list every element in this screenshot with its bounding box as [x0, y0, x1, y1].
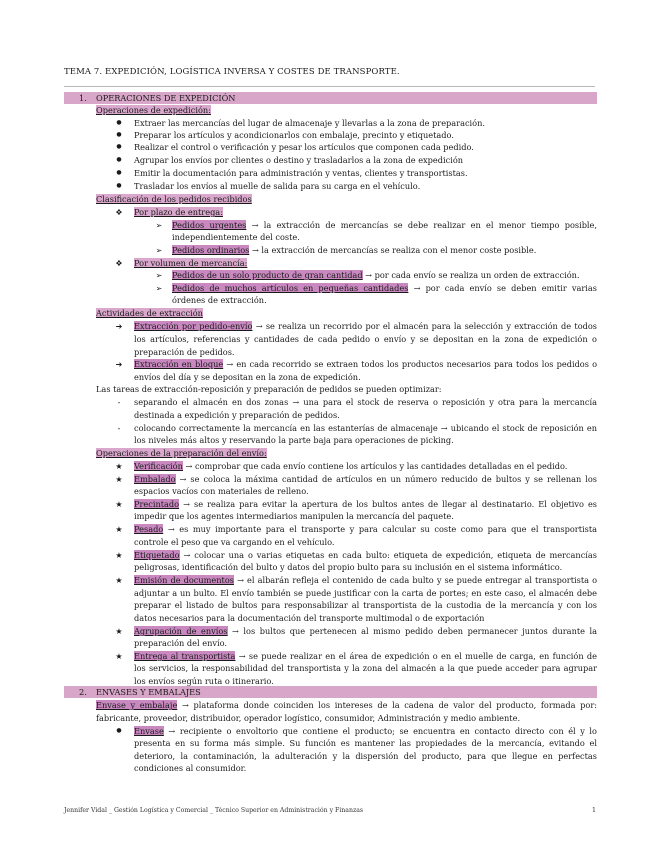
- star-icon: ★: [115, 499, 123, 509]
- title-divider: [64, 86, 595, 87]
- envase-embalaje-l2: fabricante, proveedor, distribuidor, operador logístico, consumidor, Administración y medio ambiente.: [96, 713, 521, 723]
- star-icon: ★: [115, 474, 123, 484]
- list-item: Trasladar los envíos al muelle de salida para su carga en el vehículo.: [134, 181, 421, 191]
- embalado: Embalado → se coloca la máxima cantidad de artículos en un número reducido de bultos y se rellenan los: [134, 474, 597, 484]
- star-icon: ★: [115, 575, 123, 585]
- agrupacion-envios: Agrupación de envíos → los bultos que pertenecen al mismo pedido deben permanecer juntos durante la: [134, 626, 598, 636]
- envase-l4: condiciones al consumidor.: [134, 763, 247, 773]
- bullet-icon: ●: [116, 143, 122, 150]
- prep-heading: Operaciones de la preparación del envío:: [96, 448, 267, 458]
- list-item: Extraer las mercancías del lugar de almacenaje y llevarlas a la zona de preparación.: [134, 118, 485, 128]
- tareas-intro: Las tareas de extracción-reposición y preparación de pedidos se pueden optimizar:: [96, 384, 442, 394]
- pedidos-urgentes-cont: independientemente del coste.: [172, 232, 300, 242]
- emision-documentos-l2: adjuntar a un bulto. El envío también se puede justificar con la carta de portes; en este caso, el almacén debe: [134, 588, 597, 598]
- bullet-icon: ●: [116, 182, 122, 189]
- page-number: 1: [592, 807, 596, 814]
- extraccion-pedido-envio: Extracción por pedido-envío → se realiza un recorrido por el almacén para la selección y extracción de todos: [134, 321, 597, 331]
- extraccion-bloque: Extracción en bloque → en cada recorrido se extraen todos los productos necesarios para todos los pedidos o: [134, 359, 597, 369]
- envase-embalaje: Envase y embalaje → plataforma donde coinciden los intereses de la cadena de valor del producto, formada por:: [96, 700, 597, 710]
- entrega-transportista: Entrega al transportista → se puede realizar en el área de expedición o en el muelle de carga, en función de: [134, 651, 597, 661]
- envase: Envase → recipiente o envoltorio que contiene el producto; se encuentra en contacto directo con él y lo: [134, 726, 597, 736]
- bullet-icon: ●: [116, 119, 122, 126]
- list-item: Realizar el control o verificación y pesar los artículos que componen cada pedido.: [134, 142, 474, 152]
- emision-documentos-l3: preparar el listado de bultos para responsabilizar al transportista de la custodia de la mercancía y con los: [134, 600, 597, 610]
- embalado-l2: espacios vacíos con materiales de relleno.: [134, 486, 309, 496]
- verificacion: Verificación → comprobar que cada envío contiene los artículos y las cantidades detalladas en el pedido.: [134, 461, 568, 471]
- plazo-heading: Por plazo de entrega:: [134, 207, 223, 217]
- section-1-heading: OPERACIONES DE EXPEDICIÓN: [96, 93, 236, 103]
- star-icon: ★: [115, 626, 123, 636]
- volumen-heading: Por volumen de mercancía:: [134, 258, 248, 268]
- arrow-icon: ➔: [115, 321, 123, 331]
- arrowhead-icon: ➢: [155, 245, 163, 255]
- tarea-2-l2: los niveles más altos y reservando la parte baja para operaciones de picking.: [134, 435, 454, 445]
- envase-l3: deterioro, la contaminación, la adulteración y la dispersión del producto, para que llegue en perfectas: [134, 751, 597, 761]
- ops-heading: Operaciones de expedición:: [96, 105, 211, 115]
- list-item: Preparar los artículos y acondicionarlos con embalaje, precinto y etiquetado.: [134, 130, 454, 140]
- emision-documentos: Emisión de documentos → el albarán refleja el contenido de cada bulto y se puede entregar al transportista o: [134, 575, 598, 585]
- emision-documentos-l4: datos necesarios para la documentación del transporte multimodal o de exportación: [134, 613, 485, 623]
- entrega-transportista-l3: los envíos según ruta o itinerario.: [134, 676, 274, 686]
- pedidos-muchos-cont: órdenes de extracción.: [172, 295, 267, 305]
- tarea-1: separando el almacén en dos zonas → una para el stock de reserva o reposición y otra para la mercancía: [134, 397, 597, 407]
- pesado-l2: controle el peso que va cargando en el vehículo.: [134, 537, 335, 547]
- dash-marker: -: [117, 397, 121, 407]
- section-1-number: 1.: [79, 93, 87, 103]
- arrowhead-icon: ➢: [155, 283, 163, 293]
- section-2-number: 2.: [79, 687, 87, 697]
- page-title: TEMA 7. EXPEDICIÓN, LOGÍSTICA INVERSA Y COSTES DE TRANSPORTE.: [64, 67, 400, 77]
- star-icon: ★: [115, 550, 123, 560]
- bullet-icon: ●: [116, 727, 122, 734]
- section-2-heading: ENVASES Y EMBALAJES: [96, 687, 201, 697]
- tarea-2: colocando correctamente la mercancía en las estanterías de almacenaje → ubicando el stock de reposición en: [134, 423, 597, 433]
- envase-l2: presenta en su forma más simple. Su función es mantener las propiedades de la mercancía, evitando el: [134, 738, 597, 748]
- pedidos-ordinarios: Pedidos ordinarios → la extracción de mercancías se realiza con el menor coste posible.: [172, 245, 537, 255]
- tarea-1-l2: destinada a expedición y preparación de pedidos.: [134, 410, 340, 420]
- precintado: Precintado → se realiza para evitar la apertura de los bultos antes de llegar al destinatario. El objetivo es: [134, 499, 597, 509]
- star-icon: ★: [115, 524, 123, 534]
- etiquetado: Etiquetado → colocar una o varias etiquetas en cada bulto: etiqueta de expedición, etiqueta de mercancías: [134, 550, 597, 560]
- bullet-icon: ●: [116, 156, 122, 163]
- pedidos-urgentes: Pedidos urgentes → la extracción de mercancías se debe realizar en el menor tiempo posible,: [172, 220, 597, 230]
- entrega-transportista-l2: los servicios, la responsabilidad del transportista y la zona del almacén a la que puede acceder para agrupar: [134, 663, 597, 673]
- diamond-icon: ❖: [115, 258, 123, 268]
- pedidos-muchos-articulos: Pedidos de muchos artículos en pequeñas cantidades → por cada envío se deben emitir varias: [172, 283, 597, 293]
- list-item: Emitir la documentación para administración y ventas, clientes y transportistas.: [134, 168, 468, 178]
- agrupacion-envios-l2: preparación del envío.: [134, 638, 227, 648]
- bullet-icon: ●: [116, 169, 122, 176]
- pesado: Pesado → es muy importante para el transporte y para calcular su coste como para que el transportista: [134, 524, 597, 534]
- etiquetado-l2: peligrosas, identificación del bulto y datos del propio bulto para su inclusión en el sistema informático.: [134, 562, 563, 572]
- extraccion-bloque-l2: envíos del día y se depositan en la zona de expedición.: [134, 372, 361, 382]
- arrowhead-icon: ➢: [155, 270, 163, 280]
- extraccion-pedido-envio-l2: los artículos, referencias y cantidades de cada pedido o envío y se depositan en la zona de expedición o: [134, 334, 597, 344]
- diamond-icon: ❖: [115, 207, 123, 217]
- star-icon: ★: [115, 461, 123, 471]
- dash-marker: -: [117, 423, 121, 433]
- precintado-l2: impedir que los agentes intermediarios manipulen la mercancía del paquete.: [134, 511, 454, 521]
- list-item: Agrupar los envíos por clientes o destino y trasladarlos a la zona de expedición: [134, 155, 464, 165]
- activities-heading: Actividades de extracción: [96, 308, 203, 318]
- arrow-icon: ➔: [115, 359, 123, 369]
- classification-heading: Clasificación de los pedidos recibidos: [96, 194, 252, 204]
- star-icon: ★: [115, 651, 123, 661]
- arrowhead-icon: ➢: [155, 220, 163, 230]
- pedidos-un-producto: Pedidos de un solo producto de gran cantidad → por cada envío se realiza un orden de extracción.: [172, 270, 580, 280]
- bullet-icon: ●: [116, 131, 122, 138]
- footer-text: Jennifer Vidal _ Gestión Logística y Comercial _ Técnico Superior en Administración y Finanzas: [64, 807, 364, 814]
- extraccion-pedido-envio-l3: preparación de pedidos.: [134, 347, 235, 357]
